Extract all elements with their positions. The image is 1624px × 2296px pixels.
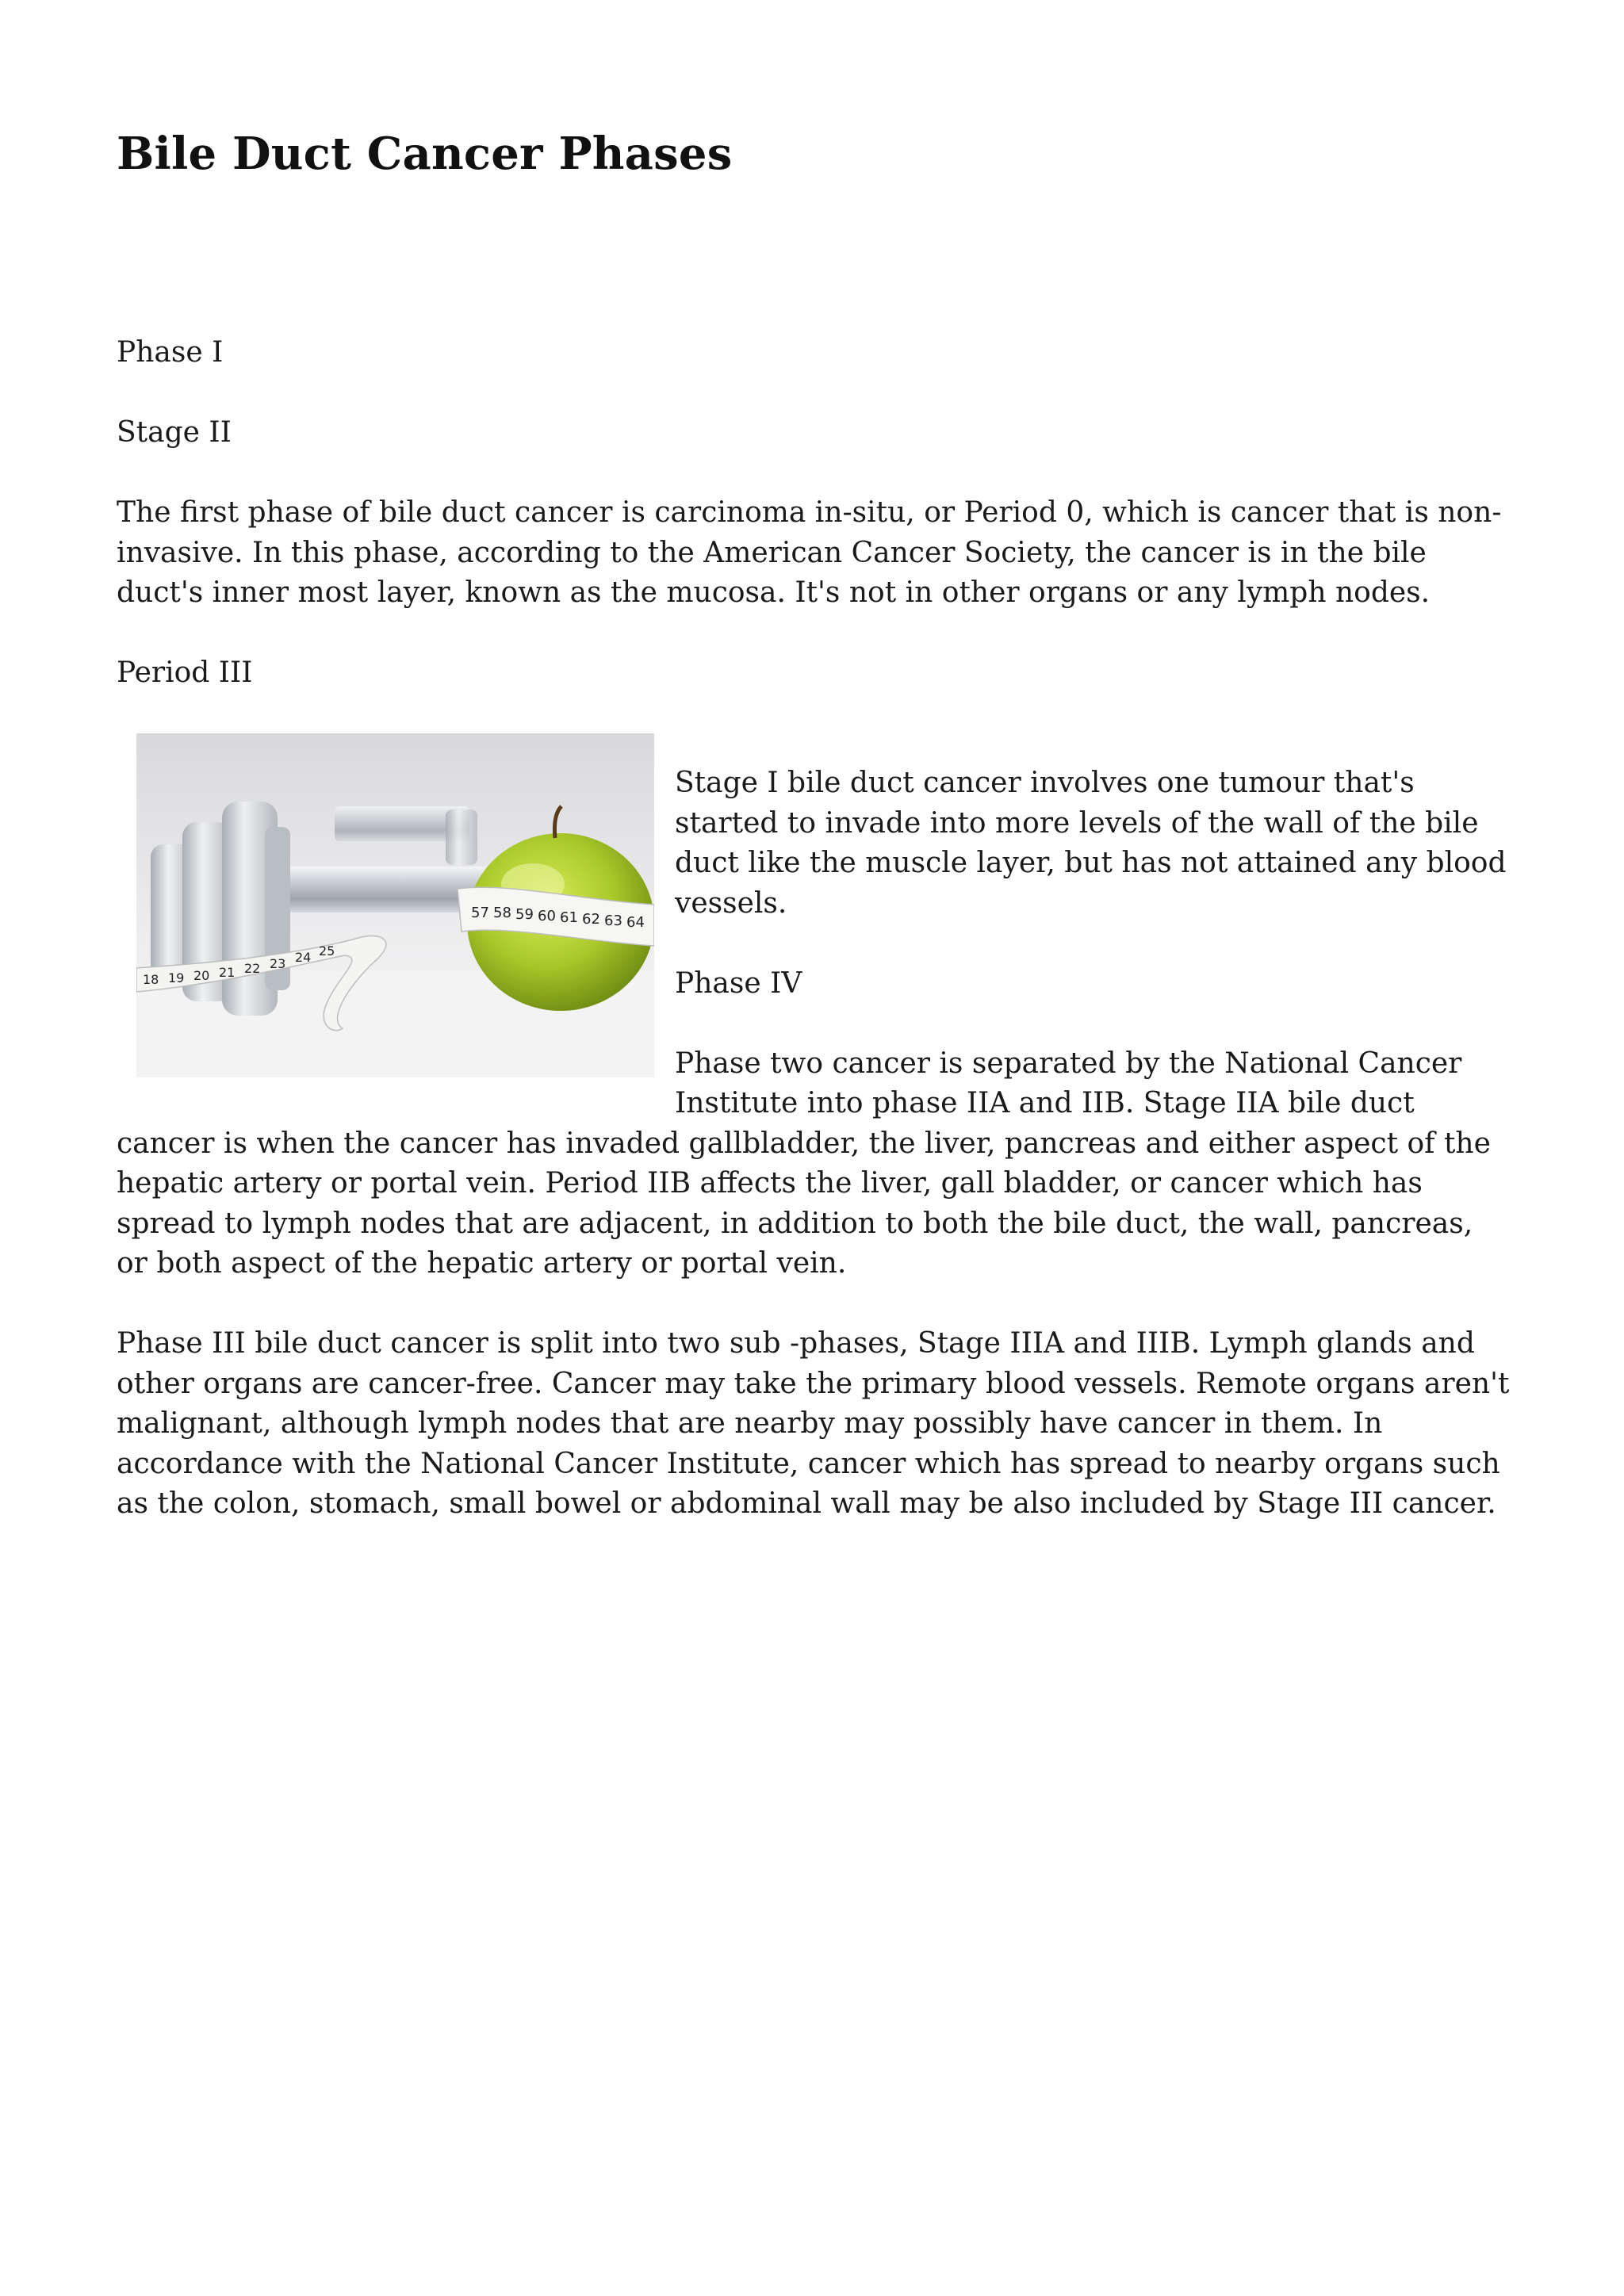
paragraph-intro: The first phase of bile duct cancer is carcinoma in-situ, or Period 0, which is cancer that is non-invasive. In this phase, according to the American Cancer Society, the cancer is in the bile duct's inner most layer, known as the mucosa. It's not in other organs or any lymph nodes. bbox=[117, 496, 1502, 609]
paragraph-phase-i: Phase I bbox=[117, 336, 224, 369]
paragraph-stage-i-detail: Stage I bile duct cancer involves one tumour that's started to invade into more levels of the wall of the bile duct like the muscle layer, but has not attained any blood vessels. bbox=[675, 767, 1507, 920]
tape-number: 20 bbox=[193, 968, 210, 983]
tape-number: 58 bbox=[493, 905, 511, 921]
tape-number: 63 bbox=[604, 913, 622, 929]
tape-number: 62 bbox=[582, 911, 600, 928]
paragraph-phase-iv: Phase IV bbox=[675, 966, 802, 1000]
paragraph-stage-ii: Stage II bbox=[117, 416, 232, 449]
tape-number: 64 bbox=[626, 914, 645, 931]
article-body bbox=[117, 333, 1512, 1564]
paragraph-phase-two-detail: Phase two cancer is separated by the National Cancer Institute into phase IIA and IIB. Stage IIA bile duct cancer is when the cancer has invaded gallbladder, the liver, pancreas and either aspect of the hepatic artery or portal vein. Period IIB affects the liver, gall bladder, or cancer which has spread to lymph nodes that are adjacent, in addition to both the bile duct, the wall, pancreas, or both aspect of the hepatic artery or portal vein. bbox=[117, 1047, 1491, 1280]
tape-number: 25 bbox=[319, 943, 335, 959]
tape-number: 19 bbox=[168, 970, 185, 985]
page-title: Bile Duct Cancer Phases bbox=[117, 128, 733, 180]
paragraph-phase-iii-detail: Phase III bile duct cancer is split into two sub -phases, Stage IIIA and IIIB. Lymph glands and other organs are cancer-free. Cancer may take the primary blood vessels. Remote organs aren't malignant, although lymph nodes that are nearby may possibly have cancer in them. In accordance with the National Cancer Institute, cancer which has spread to nearby organs such as the colon, stomach, small bowel or abdominal wall may be also included by Stage III cancer. bbox=[117, 1327, 1510, 1520]
dumbbell-apple-tape-image bbox=[136, 733, 654, 1077]
paragraph-period-iii: Period III bbox=[117, 656, 253, 689]
fitness-photo bbox=[136, 733, 654, 1077]
tape-number: 18 bbox=[143, 972, 159, 987]
tape-number: 60 bbox=[538, 908, 556, 924]
tape-number: 59 bbox=[515, 906, 534, 923]
tape-number: 23 bbox=[270, 956, 286, 971]
tape-number: 61 bbox=[560, 909, 578, 926]
tape-number: 24 bbox=[295, 950, 312, 965]
tape-number: 21 bbox=[219, 965, 236, 980]
tape-number: 57 bbox=[471, 905, 489, 921]
tape-number: 22 bbox=[244, 961, 261, 976]
